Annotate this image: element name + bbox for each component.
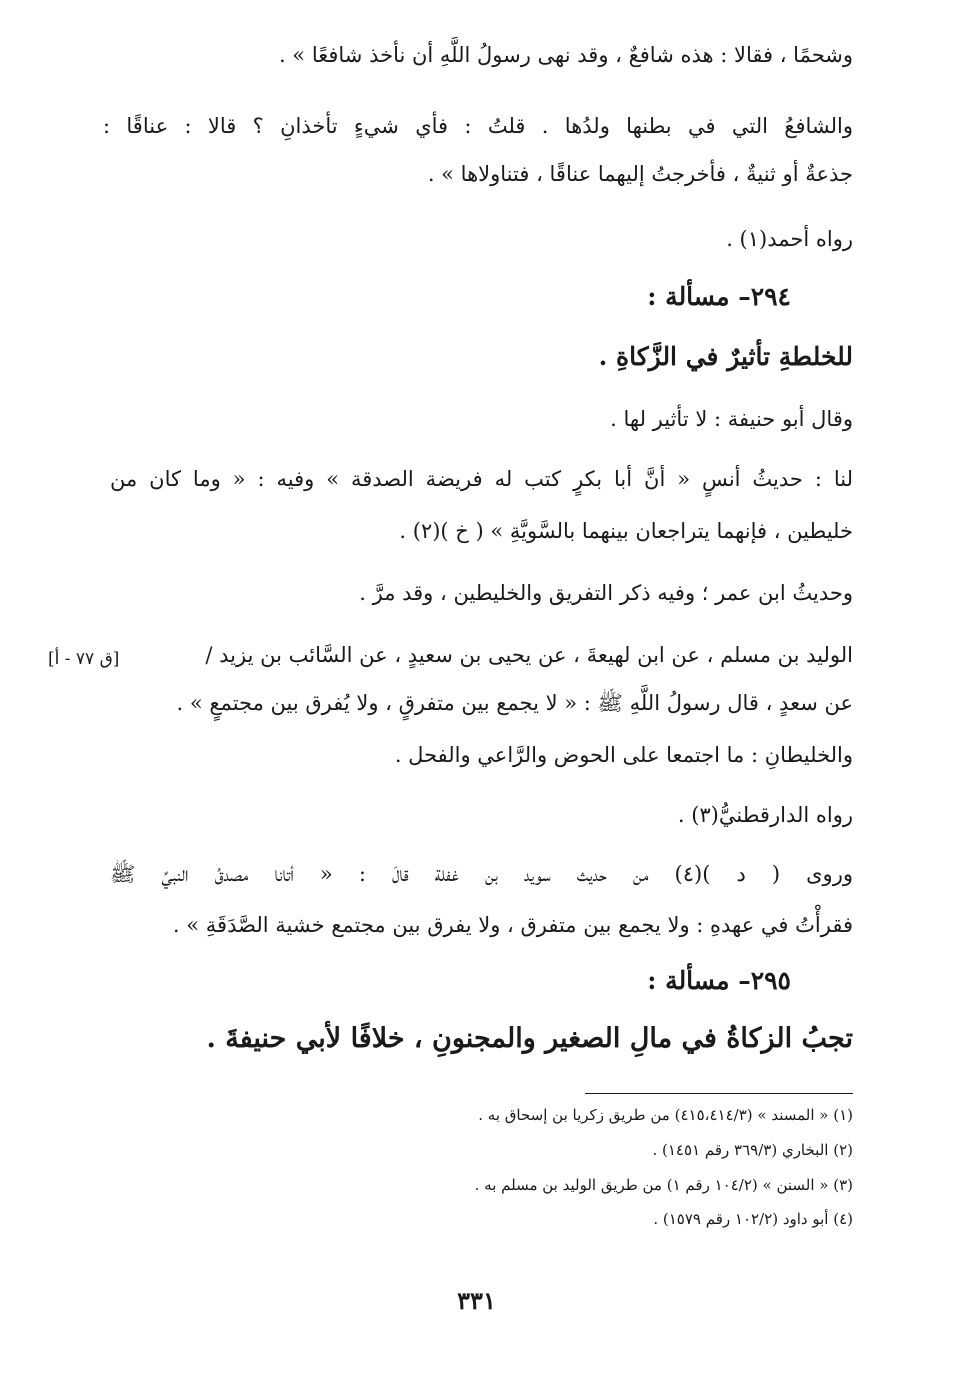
text-line: وروى ( د )(٤) من حديث سويد بن غفلة قالَ : « أتانا مصدقُ النبيِّ ﷺ	[110, 862, 853, 886]
text-line: والشافعُ التي في بطنها ولدُها . قلتُ : فأي شيءٍ تأخذانِ ؟ قالا : عناقًا :	[103, 114, 853, 138]
text-line: جذعةٌ أو ثنيةٌ ، فأخرجتُ إليهما عناقًا ، فتناولاها » .	[427, 162, 853, 186]
text-line: رواه أحمد(١) .	[726, 227, 853, 251]
text-line: خليطين ، فإنهما يتراجعان بينهما بالسَّويَّةِ » ( خ )(٢) .	[399, 519, 853, 543]
section-heading: ٢٩٥– مسألة :	[647, 966, 791, 995]
page-number: ٣٣١	[457, 1286, 496, 1315]
footnote: (٢) البخاري (٣٦٩/٣ رقم ١٤٥١) .	[652, 1141, 853, 1159]
manuscript-folio-ref: [ق ٧٧ - أ]	[48, 649, 120, 669]
text-line: وقال أبو حنيفة : لا تأثير لها .	[610, 407, 853, 431]
text-line: والخليطانِ : ما اجتمعا على الحوض والرَّاعي والفحل .	[394, 743, 853, 767]
text-line: عن سعدٍ ، قال رسولُ اللَّهِ ﷺ : « لا يجمع بين متفرقٍ ، ولا يُفرق بين مجتمعٍ » .	[176, 691, 853, 715]
text-line: لنا : حديثُ أنسٍ « أنَّ أبا بكرٍ كتب له فريضة الصدقة » وفيه : « وما كان من	[110, 467, 853, 491]
issue-statement: للخلطةِ تأثيرٌ في الزَّكاةِ .	[598, 342, 853, 371]
section-heading: ٢٩٤– مسألة :	[647, 282, 791, 311]
footnote: (٤) أبو داود (١٠٢/٢ رقم ١٥٧٩) .	[653, 1210, 853, 1228]
text-line: فقرأْتُ في عهدهِ : ولا يجمع بين متفرق ، ولا يفرق بين مجتمع خشية الصَّدَقَةِ » .	[172, 913, 853, 937]
text-line: وحديثُ ابن عمر ؛ وفيه ذكر التفريق والخليطين ، وقد مرَّ .	[359, 581, 853, 605]
text-line: الوليد بن مسلم ، عن ابن لهيعةَ ، عن يحيى بن سعيدٍ ، عن السَّائب بن يزيد /	[205, 643, 853, 667]
text-line: رواه الدارقطنيُّ(٣) .	[677, 803, 853, 827]
issue-statement: تجبُ الزكاةُ في مالِ الصغير والمجنونِ ، خلافًا لأبي حنيفةَ .	[206, 1023, 853, 1054]
footnote: (٣) « السنن » (١٠٤/٢ رقم ١) من طريق الوليد بن مسلم به .	[474, 1176, 853, 1194]
footnote: (١) « المسند » (٤١٥،٤١٤/٣) من طريق زكريا بن إسحاق به .	[478, 1106, 853, 1124]
text-line: وشحمًا ، فقالا : هذه شافعٌ ، وقد نهى رسولُ اللَّهِ أن نأخذ شافعًا » .	[278, 43, 853, 67]
footnote-separator	[585, 1093, 853, 1094]
